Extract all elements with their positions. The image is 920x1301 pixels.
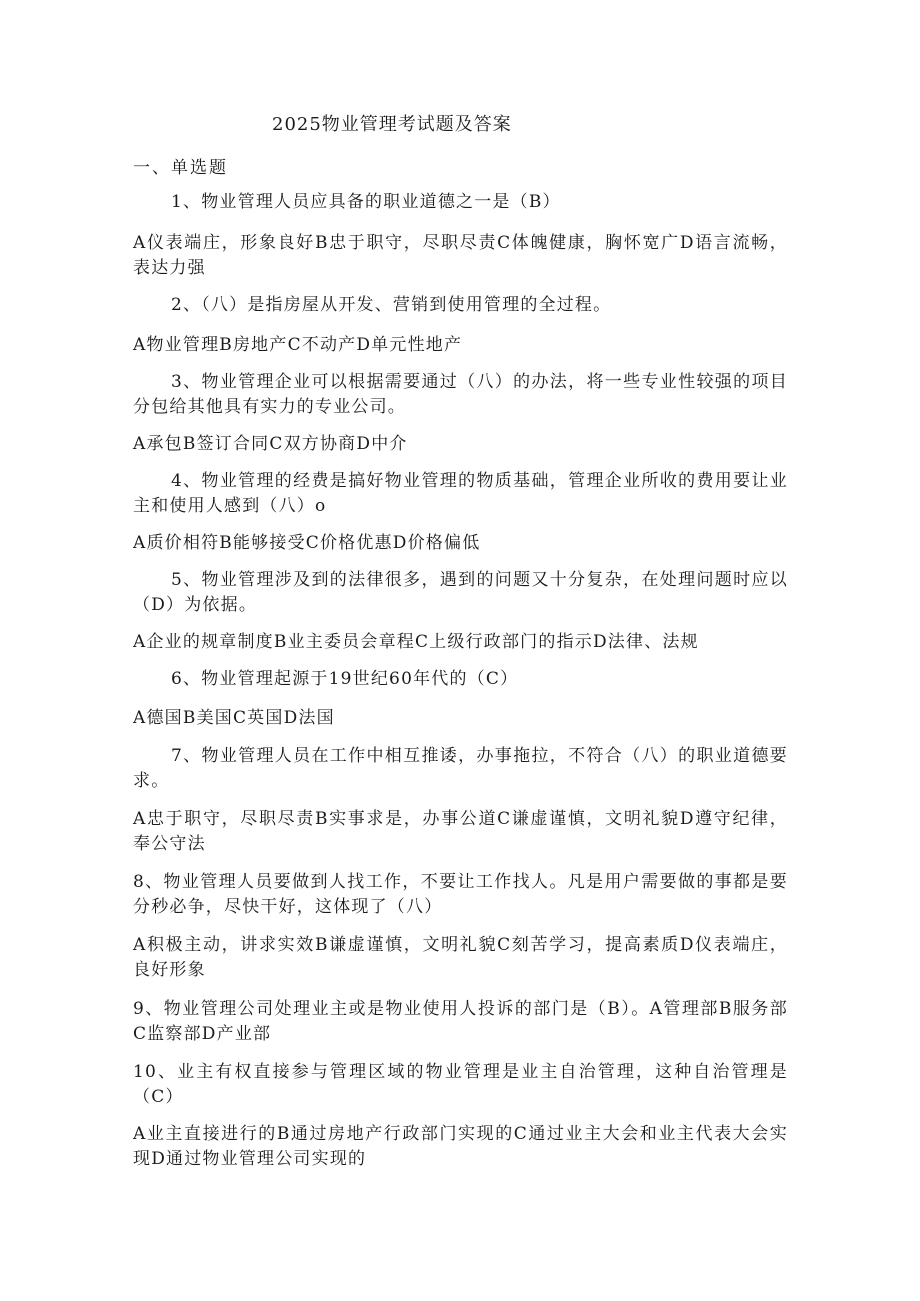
question-9: 9、物业管理公司处理业主或是物业使用人投诉的部门是（B）。A管理部B服务部C监察部D产业部 [133,999,788,1044]
section-heading: 一、单选题 [133,158,228,178]
options-2: A物业管理B房地产C不动产D单元性地产 [133,335,463,355]
options-6: A德国B美国C英国D法国 [133,708,335,728]
options-8: A积极主动，讲求实效B谦虚谨慎，文明礼貌C刻苦学习，提高素质D仪表端庄，良好形象 [133,935,788,980]
options-7: A忠于职守，尽职尽责B实事求是，办事公道C谦虚谨慎，文明礼貌D遵守纪律，奉公守法 [133,809,788,854]
document-title: 2025物业管理考试题及答案 [272,114,512,135]
question-5: 5、物业管理涉及到的法律很多，遇到的问题又十分复杂，在处理问题时应以（D）为依据。 [133,570,788,615]
question-4: 4、物业管理的经费是搞好物业管理的物质基础，管理企业所收的费用要让业主和使用人感到（八）o [133,471,788,516]
options-5: A企业的规章制度B业主委员会章程C上级行政部门的指示D法律、法规 [133,632,699,652]
question-6: 6、物业管理起源于19世纪60年代的（C） [171,669,519,689]
options-4: A质价相符B能够接受C价格优惠D价格偏低 [133,533,481,553]
options-3: A承包B签订合同C双方协商D中介 [133,434,408,454]
options-1: A仪表端庄，形象良好B忠于职守，尽职尽责C体魄健康，胸怀宽广D语言流畅，表达力强 [133,233,788,278]
question-8: 8、物业管理人员要做到人找工作，不要让工作找人。凡是用户需要做的事都是要分秒必争，尽快干好，这体现了（八） [133,872,788,917]
question-1: 1、物业管理人员应具备的职业道德之一是（B） [171,192,561,212]
question-7: 7、物业管理人员在工作中相互推诿，办事拖拉，不符合（八）的职业道德要求。 [133,746,788,791]
question-2: 2、（八）是指房屋从开发、营销到使用管理的全过程。 [171,295,612,315]
question-10: 10、业主有权直接参与管理区域的物业管理是业主自治管理，这种自治管理是（C） [133,1062,788,1107]
options-10: A业主直接进行的B通过房地产行政部门实现的C通过业主大会和业主代表大会实现D通过物业管理公司实现的 [133,1124,788,1169]
question-3: 3、物业管理企业可以根据需要通过（八）的办法，将一些专业性较强的项目分包给其他具有实力的专业公司。 [133,372,788,417]
